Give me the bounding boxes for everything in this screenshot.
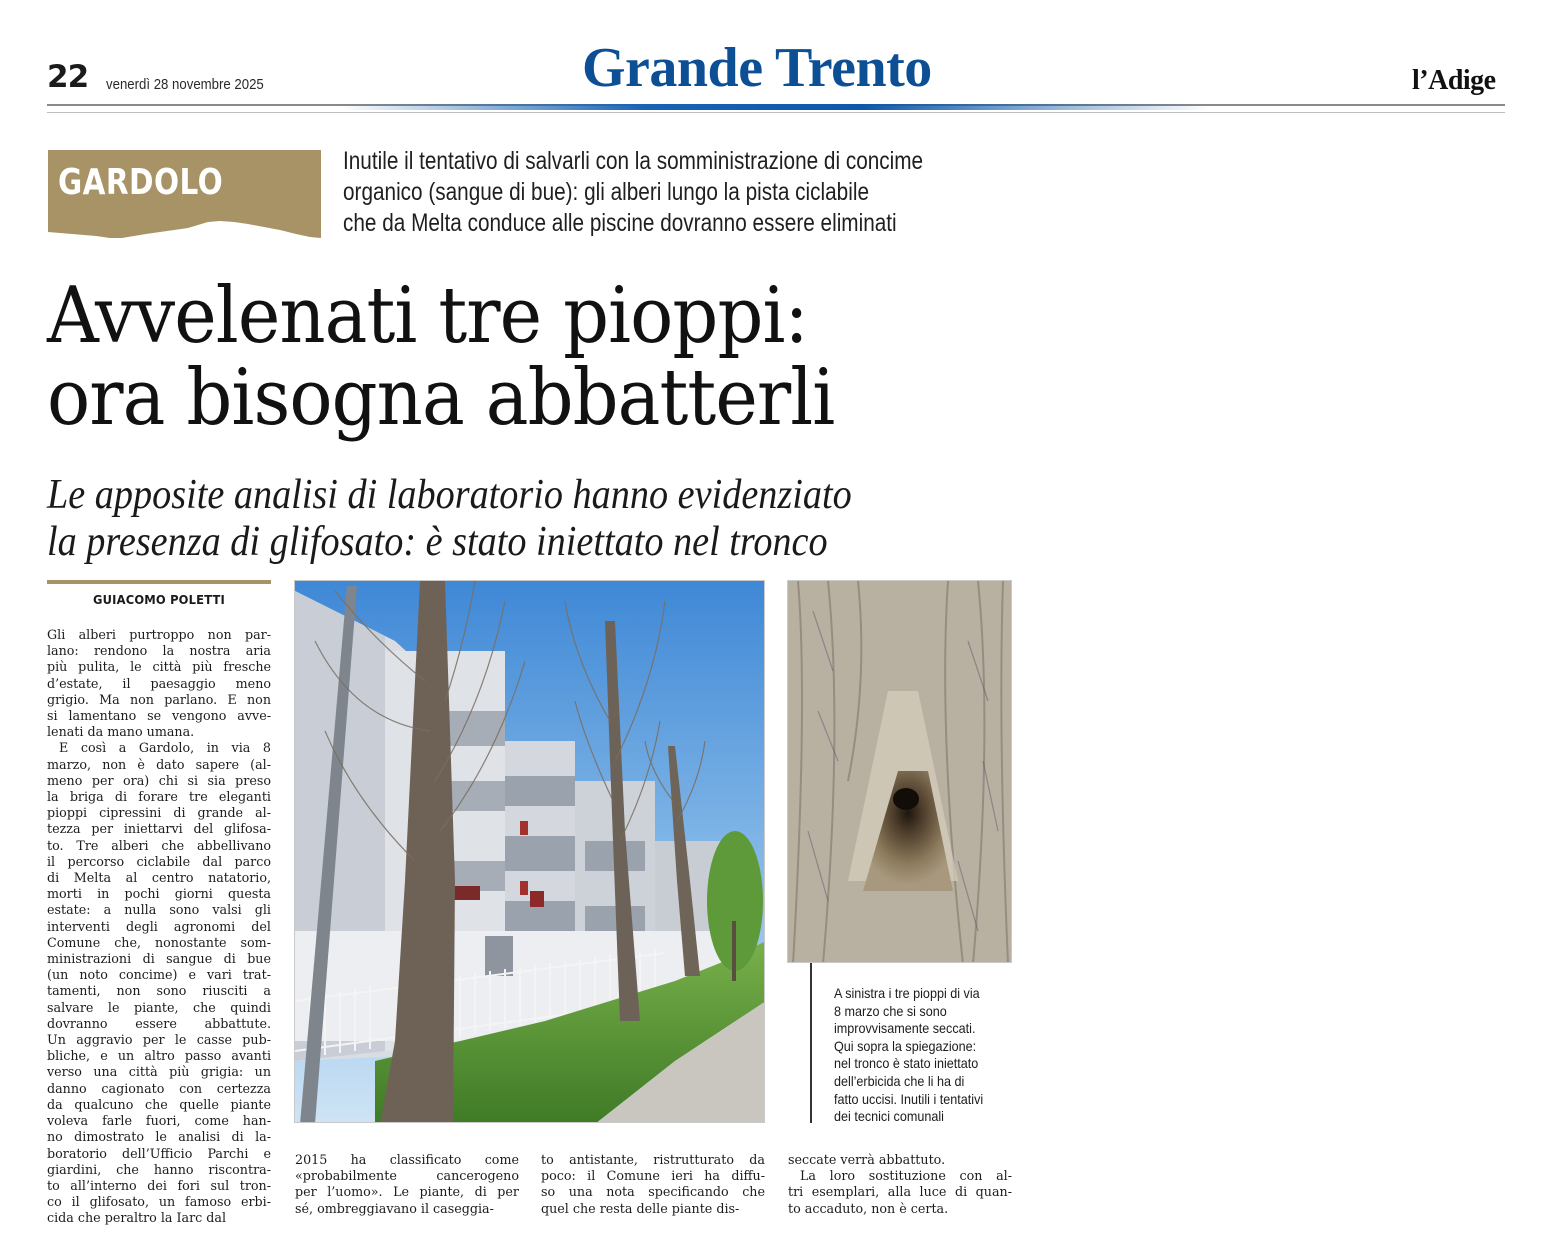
body-text-line: (un noto concime) e vari trat- bbox=[47, 967, 271, 983]
body-text-line: grigio. Ma non parlano. E non bbox=[47, 691, 271, 707]
body-text-line: pioppi cipressini di grande al- bbox=[47, 805, 271, 821]
caption-rule bbox=[810, 963, 812, 1123]
body-text-line: quel che resta delle piante dis- bbox=[541, 1200, 740, 1216]
body-text-line: morti in pochi giorni questa bbox=[47, 886, 271, 902]
tree-bark-photo-icon bbox=[788, 581, 1012, 963]
article-column-1 bbox=[47, 627, 271, 1227]
body-text-line: giardini, che hanno riscontra- bbox=[47, 1161, 271, 1177]
body-text-line: lenati da mano umana. bbox=[47, 724, 195, 740]
body-text-line: danno cagionato con certezza bbox=[47, 1080, 271, 1096]
article-column-4 bbox=[788, 1152, 1012, 1217]
caption-line: dell’erbicida che li ha di bbox=[834, 1072, 965, 1089]
body-text-line: Un aggravio per le casse pub- bbox=[47, 1032, 271, 1048]
body-text-line: tezza per iniettarvi del glifosa- bbox=[47, 821, 271, 837]
headline-line: ora bisogna abbatterli bbox=[47, 353, 835, 443]
body-text-line: cida che peraltro la Iarc dal bbox=[47, 1210, 227, 1226]
body-text-line: Gli alberi purtroppo non par- bbox=[47, 627, 271, 642]
caption-line: Qui sopra la spiegazione: bbox=[834, 1037, 977, 1054]
caption-line: improvvisamente seccati. bbox=[834, 1020, 976, 1037]
caption-line: dei tecnici comunali bbox=[834, 1108, 944, 1125]
location-tag bbox=[48, 150, 321, 245]
body-text-line: salvare le piante, che quindi bbox=[47, 999, 271, 1015]
caption-line: 8 marzo che si sono bbox=[834, 1002, 947, 1019]
body-text-line: boratorio dell’Ufficio Parchi e bbox=[47, 1145, 271, 1161]
body-text-line: «probabilmente cancerogeno bbox=[295, 1168, 519, 1184]
photo-caption bbox=[834, 985, 1005, 1126]
body-text-line: marzo, non è dato sapere (al- bbox=[47, 756, 271, 772]
body-text-line: tamenti, non sono riusciti a bbox=[47, 983, 271, 999]
byline-rule bbox=[47, 580, 271, 584]
body-text-line: co il glifosato, un famoso erbi- bbox=[47, 1194, 271, 1210]
location-label: GARDOLO bbox=[58, 162, 224, 203]
summary-line: organico (sangue di bue): gli alberi lungo la pista ciclabile bbox=[343, 178, 869, 206]
article-column-3 bbox=[541, 1152, 765, 1217]
summary-line: che da Melta conduce alle piscine dovranno essere eliminati bbox=[343, 209, 897, 237]
body-text-line: La loro sostituzione con al- bbox=[800, 1168, 1012, 1184]
body-text-line: di Melta al centro natatorio, bbox=[47, 870, 271, 886]
page-number: 22 bbox=[47, 59, 89, 95]
body-text-line: dovranno essere abbattute. bbox=[47, 1015, 271, 1031]
body-text-line: no dimostrato le analisi di la- bbox=[47, 1129, 271, 1145]
poplar-trees-photo-icon bbox=[295, 581, 765, 1123]
caption-line: A sinistra i tre pioppi di via bbox=[834, 985, 980, 1001]
summary-line: Inutile il tentativo di salvarli con la somministrazione di concime bbox=[343, 147, 924, 175]
body-text-line: tri esemplari, alla luce di quan- bbox=[788, 1184, 1012, 1200]
body-text-line: E così a Gardolo, in via 8 bbox=[59, 740, 271, 756]
body-text-line: poco: il Comune ieri ha diffu- bbox=[541, 1168, 765, 1184]
body-text-line: la briga di forare tre eleganti bbox=[47, 789, 271, 805]
body-text-line: bliche, e un altro passo avanti bbox=[47, 1048, 271, 1064]
headline-line: Avvelenati tre pioppi: bbox=[47, 271, 808, 361]
body-text-line: da qualcuno che quelle piante bbox=[47, 1096, 271, 1112]
body-text-line: sé, ombreggiavano il caseggia- bbox=[295, 1200, 494, 1216]
body-text-line: voleva farle fuori, come han- bbox=[47, 1113, 271, 1129]
body-text-line: ministrazioni di sangue di bue bbox=[47, 951, 271, 967]
body-text-line: lano: rendono la nostra aria bbox=[47, 643, 271, 659]
subheadline-line: la presenza di glifosato: è stato iniettato nel tronco bbox=[47, 519, 828, 565]
body-text-line: estate: a nulla sono valsi gli bbox=[47, 902, 271, 918]
body-text-line: to antistante, ristrutturato da bbox=[541, 1152, 765, 1167]
section-title: Grande Trento bbox=[582, 37, 932, 99]
body-text-line: to. Tre alberi che abbellivano bbox=[47, 837, 271, 853]
body-text-line: per l’uomo». Le piante, di per bbox=[295, 1184, 519, 1200]
body-text-line: 2015 ha classificato come bbox=[295, 1152, 519, 1167]
body-text-line: seccate verrà abbattuto. bbox=[788, 1152, 946, 1167]
body-text-line: si lamentano se vengono avve- bbox=[47, 708, 271, 724]
article-column-2 bbox=[295, 1152, 519, 1217]
body-text-line: Comune che, nonostante som- bbox=[47, 934, 271, 950]
article-subheadline bbox=[47, 472, 852, 566]
issue-date: venerdì 28 novembre 2025 bbox=[106, 76, 264, 93]
body-text-line: il percorso ciclabile dal parco bbox=[47, 853, 271, 869]
masthead-divider-secondary bbox=[47, 112, 1505, 113]
body-text-line: to all’interno dei fori sul tron- bbox=[47, 1177, 271, 1193]
body-text-line: meno per ora) chi si sia preso bbox=[47, 772, 271, 788]
body-text-line: interventi degli agronomi del bbox=[47, 918, 271, 934]
body-text-line: più pulita, le città più fresche bbox=[47, 659, 271, 675]
caption-line: fatto uccisi. Inutili i tentativi bbox=[834, 1090, 984, 1107]
photo-dead-poplars bbox=[294, 580, 765, 1123]
article-summary bbox=[343, 146, 924, 239]
photo-bark-injection-hole bbox=[787, 580, 1012, 963]
body-text-line: verso una città più grigia: un bbox=[47, 1064, 271, 1080]
body-text-line: so una nota specificando che bbox=[541, 1184, 765, 1200]
author-byline: GUIACOMO POLETTI bbox=[93, 592, 225, 607]
body-text-line: to accaduto, non è certa. bbox=[788, 1200, 949, 1216]
body-text-line: d’estate, il paesaggio meno bbox=[47, 675, 271, 691]
subheadline-line: Le apposite analisi di laboratorio hanno evidenziato bbox=[47, 472, 852, 518]
masthead-accent-bar bbox=[340, 104, 1210, 110]
newspaper-logo: l’Adige bbox=[1412, 65, 1496, 96]
article-headline bbox=[47, 271, 835, 443]
caption-line: nel tronco è stato iniettato bbox=[834, 1055, 979, 1072]
